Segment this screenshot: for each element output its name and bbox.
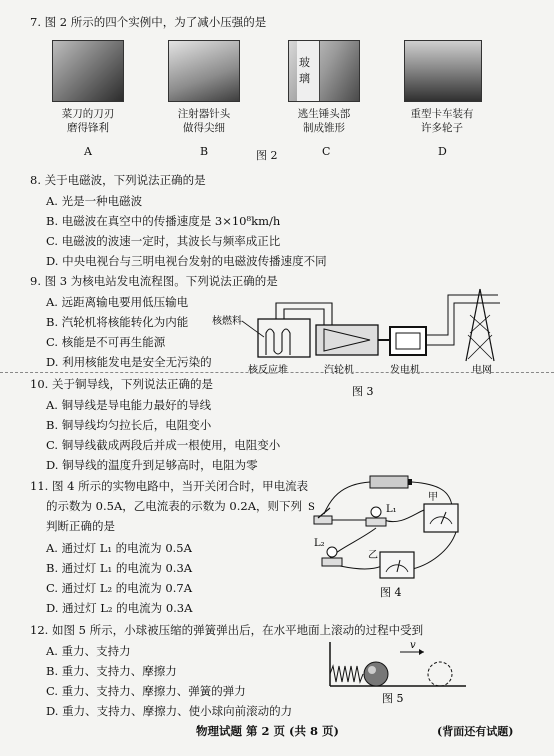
q9-option-b: B. 汽轮机将核能转化为内能 xyxy=(46,315,189,329)
figure-4-caption: 图 4 xyxy=(380,586,402,599)
lamp2-base xyxy=(322,558,342,566)
q10-option-d: D. 铜导线的温度升到足够高时，电阻为零 xyxy=(46,458,258,472)
q7-stem: 7. 图 2 所示的四个实例中，为了减小压强的是 xyxy=(30,15,267,29)
q8-option-a: A. 光是一种电磁波 xyxy=(46,194,143,208)
wire-7 xyxy=(408,532,456,570)
q8-option-b: B. 电磁波在真空中的传播速度是 3×10⁸km/h xyxy=(46,214,281,228)
caption-c-1: 逃生锤头部 xyxy=(297,108,351,120)
q9-option-d: D. 利用核能发电是安全无污染的 xyxy=(46,355,212,369)
caption-d xyxy=(400,107,484,135)
power-tower xyxy=(460,289,500,361)
generator-label: 发电机 xyxy=(390,365,420,376)
output-line-2 xyxy=(426,303,462,345)
q8-option-c: C. 电磁波的波速一定时，其波长与频率成正比 xyxy=(46,234,281,248)
caption-b xyxy=(168,107,240,135)
glass-label-2: 璃 xyxy=(299,72,310,85)
caption-a xyxy=(52,107,124,135)
q11-stem-3: 判断正确的是 xyxy=(46,519,115,533)
caption-d-1: 重型卡车装有 xyxy=(410,108,474,120)
lamp1-bulb xyxy=(371,507,381,517)
grid-label: 电网 xyxy=(472,365,492,376)
figure-5-caption: 图 5 xyxy=(382,692,404,704)
q11-option-a: A. 通过灯 L₁ 的电流为 0.5A xyxy=(46,541,192,555)
q11-option-b: B. 通过灯 L₁ 的电流为 0.3A xyxy=(46,561,193,575)
q8-option-d: D. 中央电视台与三明电视台发射的电磁波传播速度不同 xyxy=(46,254,327,268)
wire-6 xyxy=(340,566,382,569)
battery xyxy=(370,476,408,488)
q8-stem: 8. 关于电磁波，下列说法正确的是 xyxy=(30,173,206,187)
q12-option-a: A. 重力、支持力 xyxy=(46,644,131,658)
q9-option-a: A. 远距离输电要用低压输电 xyxy=(46,295,189,309)
glass-label-1: 玻 xyxy=(299,56,310,69)
lamp2-bulb xyxy=(327,547,337,557)
caption-a-1: 菜刀的刀刃 xyxy=(61,108,115,120)
cut-line xyxy=(0,372,554,373)
q9-option-c: C. 核能是不可再生能源 xyxy=(46,335,166,349)
fuel-label: 核燃料 xyxy=(212,316,242,327)
ball xyxy=(364,662,388,686)
caption-b-2: 做得尖细 xyxy=(183,122,225,134)
q11-stem-1: 11. 图 4 所示的实物电路中，当开关闭合时，甲电流表 xyxy=(30,479,309,493)
escape-hammer-photo xyxy=(288,40,360,102)
figure-4-circuit xyxy=(300,470,470,600)
truck-photo xyxy=(404,40,482,102)
caption-b-1: 注射器针头 xyxy=(177,108,231,120)
ball-later-position xyxy=(428,662,452,686)
q12-option-d: D. 重力、支持力、摩擦力、使小球向前滚动的力 xyxy=(46,704,293,718)
q11-option-d: D. 通过灯 L₂ 的电流为 0.3A xyxy=(46,601,193,615)
q12-stem: 12. 如图 5 所示，小球被压缩的弹簧弹出后，在水平地面上滚动的过程中受到 xyxy=(30,623,424,637)
figure-5-spring-ball xyxy=(326,638,476,704)
q10-option-c: C. 铜导线截成两段后并成一根使用，电阻变小 xyxy=(46,438,281,452)
page-footer: 物理试题 第 2 页 (共 8 页) xyxy=(196,724,339,738)
lamp1-label: L₁ xyxy=(386,504,397,515)
velocity-arrowhead xyxy=(419,649,424,655)
turbine-label: 汽轮机 xyxy=(324,365,354,376)
letter-b: B xyxy=(200,145,209,158)
q9-stem: 9. 图 3 为核电站发电流程图。下列说法正确的是 xyxy=(30,274,278,288)
letter-c: C xyxy=(322,145,331,158)
fuel-pointer xyxy=(242,321,264,337)
syringe-photo xyxy=(168,40,240,102)
generator-box xyxy=(390,327,426,355)
caption-c xyxy=(288,107,360,135)
page-footer-note: (背面还有试题) xyxy=(437,725,514,738)
ball-highlight xyxy=(368,666,376,674)
reactor-coil xyxy=(266,329,290,355)
q10-option-a: A. 铜导线是导电能力最好的导线 xyxy=(46,398,212,412)
q10-stem: 10. 关于铜导线，下列说法正确的是 xyxy=(30,377,213,391)
wire-1 xyxy=(324,482,370,514)
q11-option-c: C. 通过灯 L₂ 的电流为 0.7A xyxy=(46,581,193,595)
return-pipe xyxy=(284,309,324,325)
switch-label: S xyxy=(308,502,315,513)
letter-d: D xyxy=(438,145,447,158)
q12-option-c: C. 重力、支持力、摩擦力、弹簧的弹力 xyxy=(46,684,246,698)
lamp1-base xyxy=(366,518,386,526)
switch-base xyxy=(314,516,332,524)
reactor-label: 核反应堆 xyxy=(248,365,288,376)
ammeter-yi-label: 乙 xyxy=(368,550,378,561)
q12-option-b: B. 重力、支持力、摩擦力 xyxy=(46,664,177,678)
knife-photo xyxy=(52,40,124,102)
spring xyxy=(330,666,363,682)
ammeter-jia-label: 甲 xyxy=(428,492,438,503)
caption-c-2: 制成锥形 xyxy=(303,122,345,134)
q10-option-b: B. 铜导线均匀拉长后，电阻变小 xyxy=(46,418,212,432)
figure-2-label: 图 2 xyxy=(256,149,278,162)
figure-3-caption: 图 3 xyxy=(352,385,374,398)
output-line-1 xyxy=(426,295,462,335)
caption-a-2: 磨得锋利 xyxy=(67,122,109,134)
velocity-label: v xyxy=(410,640,416,651)
lamp2-label: L₂ xyxy=(314,538,325,549)
q11-stem-2: 的示数为 0.5A，乙电流表的示数为 0.2A，则下列 xyxy=(46,499,302,513)
battery-terminal xyxy=(408,479,412,485)
letter-a: A xyxy=(84,145,92,158)
ammeter-jia xyxy=(424,504,458,532)
caption-d-2: 许多轮子 xyxy=(421,122,463,134)
figure-3-nuclear-diagram xyxy=(212,285,542,400)
